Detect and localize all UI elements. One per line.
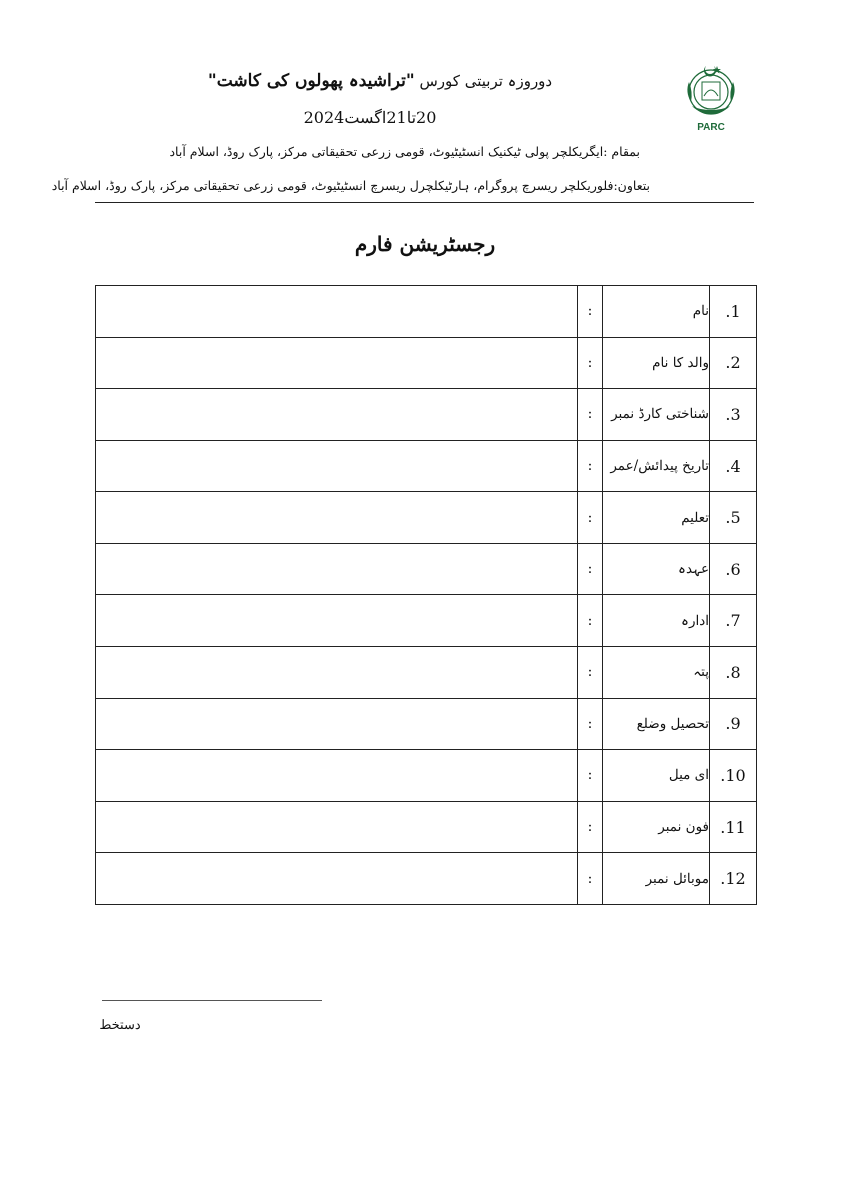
course-title-prefix: دوروزہ تربیتی کورس (419, 72, 553, 90)
form-row (96, 389, 757, 441)
header-divider (95, 202, 754, 203)
field-label: شناختی کارڈ نمبر (603, 389, 710, 441)
field-value-input[interactable] (96, 595, 578, 647)
collaboration-value: فلوریکلچر ریسرچ پروگرام، ہارٹیکلچرل ریسرچ انسٹیٹیوٹ، قومی زرعی تحقیقاتی مرکز، پارک روڈ، اسلام آباد (51, 178, 614, 193)
field-number: .5 (710, 492, 757, 544)
signature-label: دستخط (99, 1018, 141, 1033)
field-colon: : (578, 337, 603, 389)
course-dates: 20تا21اگست2024 (303, 108, 437, 127)
field-value-input[interactable] (96, 492, 578, 544)
form-row (96, 801, 757, 853)
field-colon: : (578, 801, 603, 853)
field-label: تحصیل وضلع (603, 698, 710, 750)
form-title: رجسٹریشن فارم (354, 232, 496, 256)
field-label: نام (603, 286, 710, 338)
form-row (96, 595, 757, 647)
field-label: تعلیم (603, 492, 710, 544)
field-number: .1 (710, 286, 757, 338)
form-row (96, 750, 757, 802)
field-colon: : (578, 647, 603, 699)
form-row (96, 492, 757, 544)
field-colon: : (578, 389, 603, 441)
field-value-input[interactable] (96, 543, 578, 595)
form-row (96, 440, 757, 492)
field-value-input[interactable] (96, 337, 578, 389)
field-label: فون نمبر (603, 801, 710, 853)
course-title (170, 70, 590, 91)
field-label: پتہ (603, 647, 710, 699)
field-label: والد کا نام (603, 337, 710, 389)
signature-line[interactable] (102, 1000, 322, 1001)
field-number: .9 (710, 698, 757, 750)
field-label: تاریخ پیدائش/عمر (603, 440, 710, 492)
field-value-input[interactable] (96, 647, 578, 699)
course-title-name: "تراشیدہ پھولوں کی کاشت" (207, 71, 415, 91)
field-number: .2 (710, 337, 757, 389)
parc-logo (680, 62, 742, 134)
field-value-input[interactable] (96, 286, 578, 338)
field-colon: : (578, 853, 603, 905)
field-number: .11 (710, 801, 757, 853)
form-row (96, 337, 757, 389)
field-number: .7 (710, 595, 757, 647)
field-number: .4 (710, 440, 757, 492)
field-number: .12 (710, 853, 757, 905)
field-colon: : (578, 440, 603, 492)
field-number: .8 (710, 647, 757, 699)
field-value-input[interactable] (96, 698, 578, 750)
field-colon: : (578, 595, 603, 647)
logo-text: PARC (697, 122, 725, 133)
field-label: موبائل نمبر (603, 853, 710, 905)
field-number: .10 (710, 750, 757, 802)
field-label: ای میل (603, 750, 710, 802)
field-value-input[interactable] (96, 389, 578, 441)
form-row (96, 698, 757, 750)
form-row (96, 286, 757, 338)
registration-table (95, 285, 757, 905)
field-colon: : (578, 543, 603, 595)
form-row (96, 853, 757, 905)
field-colon: : (578, 286, 603, 338)
field-value-input[interactable] (96, 750, 578, 802)
collaboration-label: بتعاون: (613, 178, 650, 193)
field-number: .3 (710, 389, 757, 441)
field-colon: : (578, 492, 603, 544)
form-row (96, 543, 757, 595)
field-colon: : (578, 750, 603, 802)
form-row (96, 647, 757, 699)
field-value-input[interactable] (96, 853, 578, 905)
field-label: عہدہ (603, 543, 710, 595)
field-label: ادارہ (603, 595, 710, 647)
field-number: .6 (710, 543, 757, 595)
field-value-input[interactable] (96, 440, 578, 492)
collaboration-line (51, 178, 650, 193)
field-value-input[interactable] (96, 801, 578, 853)
field-colon: : (578, 698, 603, 750)
course-venue: بمقام :ایگریکلچر پولی ٹیکنیک انسٹیٹیوٹ، قومی زرعی تحقیقاتی مرکز، پارک روڈ، اسلام آباد (169, 144, 640, 159)
